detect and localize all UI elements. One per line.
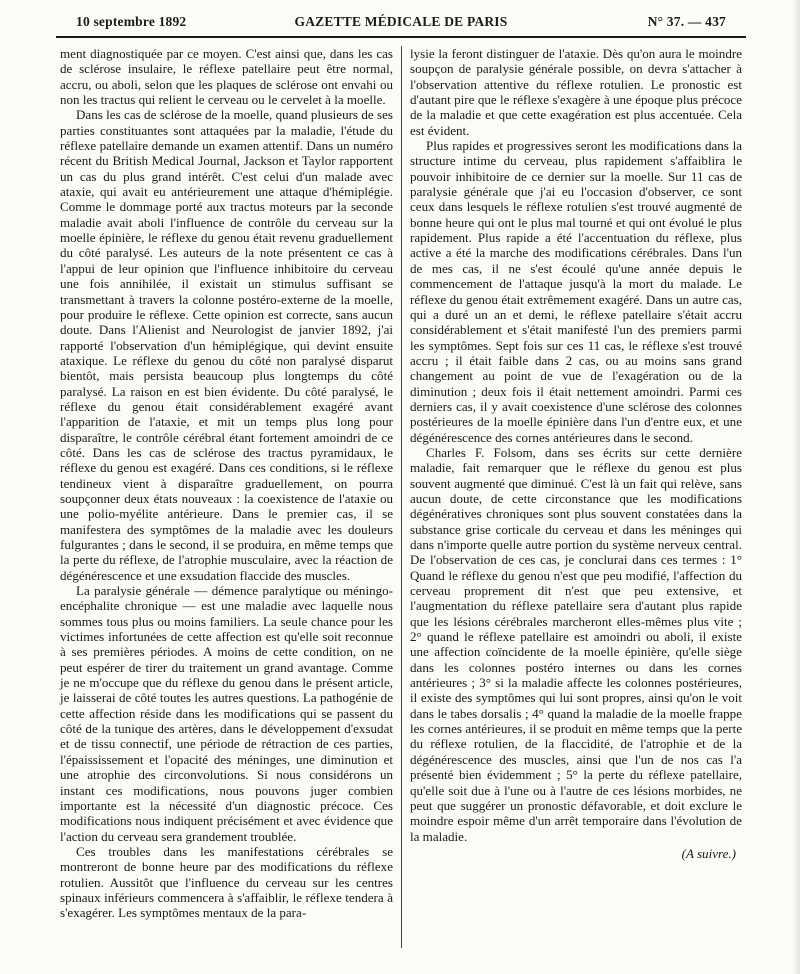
page-header bbox=[76, 14, 726, 34]
right-paragraph-2: Plus rapides et progressives seront les modifications dans la structure intime du cerveau, plus rapidement s'affaiblira le pouvoir inhibitoire de ce dernier sur la moelle. Sur 11 cas de paralysie générale que j'ai eu l'occasion d'observer, ce sont ceux dans lesquels le réflexe rotulien s'est trouvé augmenté de bonne heure qui ont le plus mal tourné et qui ont évolué le plus rapidement. Plus rapide a été l'accentuation du réflexe, plus active a été la marche des modifications cérébrales. Dans l'un de mes cas, il ne s'est écoulé qu'une année depuis le commencement de l'attaque jusqu'à la mort du malade. Le réflexe du genou était extrêmement exagéré. Dans un autre cas, qui a duré un an et demi, le réflexe patellaire s'était accru considérablement et s'était manifesté l'un des premiers parmi les symptômes. Sept fois sur ces 11 cas, le réflexe s'est trouvé accru ; il était faible dans 2 cas, ou au moins sans grand changement au point de vue de l'exagération ou de la diminution ; deux fois il était nettement amoindri. Parmi ces derniers cas, il y avait coexistence d'une sclérose des colonnes postérieures de la moelle épinière dans l'un d'entre eux, et une dégénérescence des cornes antérieures dans le second. bbox=[410, 138, 742, 445]
header-rule bbox=[56, 36, 746, 38]
page-number: N° 37. — 437 bbox=[647, 14, 726, 29]
journal-title: GAZETTE MÉDICALE DE PARIS bbox=[294, 14, 508, 29]
right-paragraph-1: lysie la feront distinguer de l'ataxie. Dès qu'on aura le moindre soupçon de paralysie générale possible, on devra s'attacher à l'observation attentive du réflexe rotulien. Le pronostic est d'autant pire que le réflexe s'exagère à une époque plus précoce de la maladie et que cette exagération est plus accentuée. Cela est évident. bbox=[410, 46, 742, 138]
to-be-continued: (A suivre.) bbox=[681, 845, 736, 861]
issue-date: 10 septembre 1892 bbox=[76, 14, 187, 29]
left-paragraph-3: La paralysie générale — démence paralytique ou méningo-encéphalite chronique — est une maladie avec laquelle nous sommes tous plus ou moins familiers. La seule chance pour les victimes infortunées de cette affection est qu'elle soit reconnue à ses premières périodes. A moins de cette condition, on ne peut espérer de tirer du traitement un grand avantage. Comme je ne m'occupe que du réflexe du genou dans le présent article, je laisserai de côté toutes les autres questions. La pathogénie de cette affection réside dans les modifications qui se passent du côté de la tunique des artères, dans le développement d'exsudat et de tissu connectif, une période de rétraction de ces parties, l'épaississement et l'opacité des méninges, une diminution et une atrophie des circonvolutions. Si nous considérons un instant ces modifications, nous pouvons juger combien importante est la nécessité d'un diagnostic précoce. Ces modifications nous indiquent précisément et avec évidence que l'action du cerveau sera grandement troublée. bbox=[60, 583, 393, 844]
left-column bbox=[60, 46, 393, 921]
left-paragraph-2: Dans les cas de sclérose de la moelle, quand plusieurs de ses parties constituantes sont attaquées par la maladie, l'étude du réflexe patellaire demande un examen attentif. Dans un numéro récent du British Medical Journal, Jackson et Taylor rapportent un cas du plus grand intérêt. C'est celui d'un malade avec ataxie, qui avait eu antérieurement une attaque d'hémiplégie. Comme le dommage porté aux tractus moteurs par la seconde maladie avait aboli l'influence de contrôle du cerveau sur la moelle épinière, le réflexe du genou était revenu graduellement du côté paralysé. Les auteurs de la note présentent ce cas à l'appui de leur opinion que l'influence inhibitoire du cerveau une fois annihilée, il existait un stimulus suffisant se transmettant à travers la colonne postéro-externe de la moelle, pour produire le réflexe. Cette opinion est correcte, sans aucun doute. Dans l'Alienist and Neurologist de janvier 1892, j'ai rapporté l'observation d'un hémiplégique, qui devint ensuite ataxique. Le réflexe du genou du côté non paralysé disparut bientôt, mais persista beaucoup plus longtemps du côté paralysé. La raison en est bien évidente. Du côté paralysé, le réflexe du genou était considérablement exagéré avant l'apparition de l'ataxie, et mit un temps plus long pour disparaître, le contrôle cérébral étant fortement amoindri de ce côté. Dans les cas de sclérose des tractus pyramidaux, le réflexe du genou est exagéré. Dans ces conditions, si le réflexe tendineux vient à disparaître graduellement, on pourra soupçonner deux états nouveaux : la coexistence de l'ataxie ou une polio-myélite antérieure. Dans le premier cas, il se manifestera des symptômes de la maladie avec les douleurs fulgurantes ; dans le second, il se produira, en même temps que la perte du réflexe, de l'atrophie musculaire, avec la réaction de dégénérescence et une exsudation flaccide des muscles. bbox=[60, 107, 393, 583]
left-paragraph-1: ment diagnostiquée par ce moyen. C'est ainsi que, dans les cas de sclérose insulaire, le réflexe patellaire peut être normal, accru, ou aboli, selon que les plaques de sclérose ont envahi ou non les tractus qui relient le cerveau ou le cervelet à la moelle. bbox=[60, 46, 393, 108]
right-column bbox=[410, 46, 742, 861]
column-divider bbox=[401, 46, 402, 948]
left-paragraph-4: Ces troubles dans les manifestations cérébrales se montreront de bonne heure par des modifications du réflexe rotulien. Aussitôt que l'influence du cerveau sur les centres spinaux inférieurs commencera à s'affaiblir, le réflexe tendera à s'exagérer. Les symptômes mentaux de la para- bbox=[60, 843, 393, 921]
page-edge-shadow bbox=[792, 0, 800, 974]
right-paragraph-3: Charles F. Folsom, dans ses écrits sur cette dernière maladie, fait remarquer que le réflexe du genou est plus souvent augmenté que diminué. C'est là un fait qui relève, sans aucun doute, de cette circonstance que les modifications dégénératives chroniques sont plus souvent constatées dans la substance grise corticale du cerveau et dans les méninges qui dans n'importe quelle autre portion du système nerveux central. De l'observation de ces cas, je conclurai dans ces termes : 1° Quand le réflexe du genou n'est que peu modifié, l'affection du cerveau proprement dit n'est que peu extensive, et l'augmentation du réflexe patellaire sera d'autant plus rapide que les lésions cérébrales marcheront elles-mêmes plus vite ; 2° quand le réflexe patellaire est amoindri ou aboli, il existe une affection coïncidente de la moelle épinière, qu'elle siège dans les colonnes postéro internes ou dans les cornes antérieures ; 3° si la maladie affecte les colonnes postérieures, il existe des symptômes qui lui sont propres, ainsi qu'on le voit dans le tabes dorsalis ; 4° quand la maladie de la moelle frappe les cornes antérieures, il se produit en même temps que la perte du réflexe rotulien, de la flaccidité, de l'atrophie et de la dégénérescence des muscles, ainsi que l'un de nos cas l'a présenté bien évidemment ; 5° la perte du réflexe patellaire, qu'elle soit due à l'une ou à l'autre de ces lésions morbides, ne peut que suggérer un pronostic défavorable, et doit exclure le moindre espoir même d'un arrêt temporaire dans l'évolution de la maladie. bbox=[410, 444, 742, 844]
